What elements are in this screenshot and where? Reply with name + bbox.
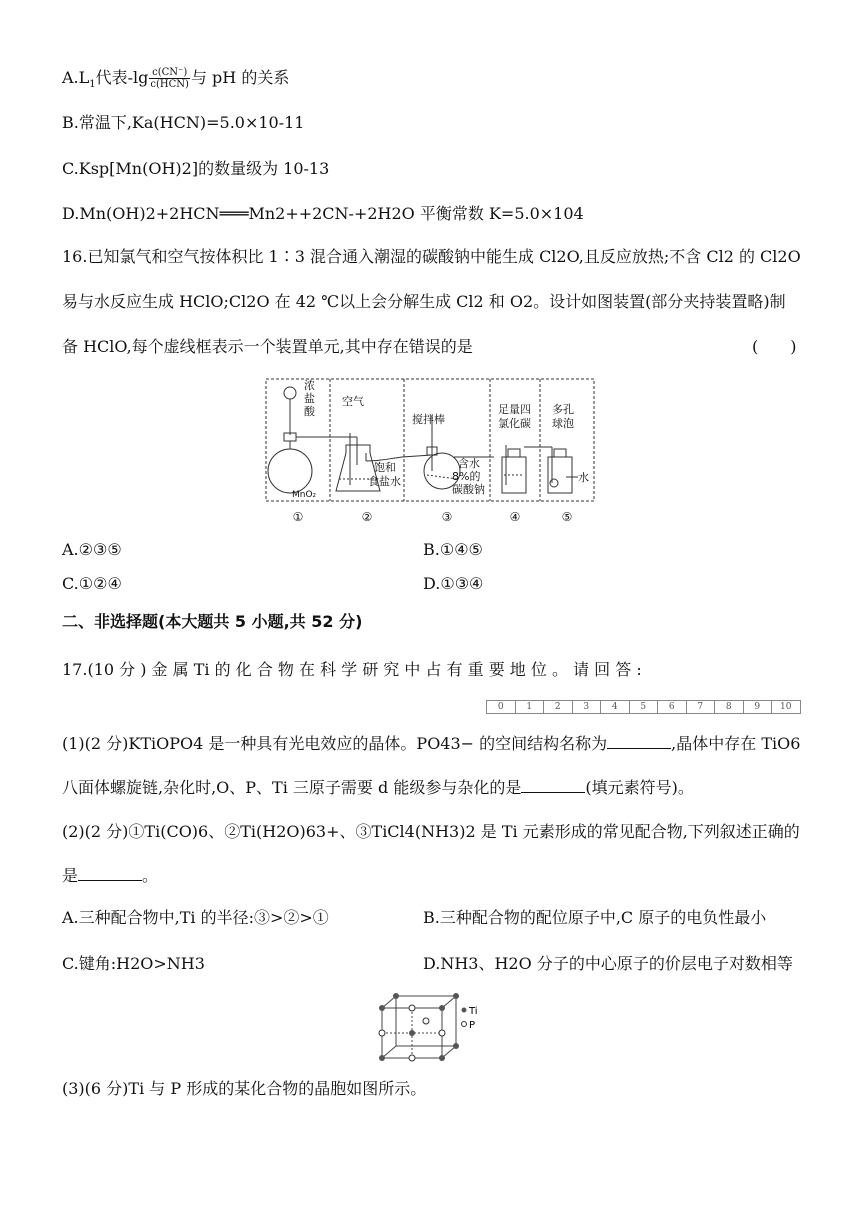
q16-text-3: 备 HClO,每个虚线框表示一个装置单元,其中存在错误的是: [62, 337, 473, 356]
unit-5: ⑤: [561, 510, 573, 524]
label-water: 水: [578, 471, 589, 484]
section-heading: 二、非选择题(本大题共 5 小题,共 52 分): [62, 612, 363, 631]
label-ccl4: 足量四氯化碳: [498, 403, 531, 430]
q17-intro: 17.(10 分 ) 金 属 Ti 的 化 合 物 在 科 学 研 究 中 占 有 重 要 地 位 。 请 回 答 :: [62, 660, 642, 679]
q16-option-c: C.①②④: [62, 574, 122, 593]
label-stirrer: 搅拌棒: [412, 413, 445, 426]
q17-part1-line2: 八面体螺旋链,杂化时,O、P、Ti 三原子需要 d 能级参与杂化的是 (填元素符号)。: [62, 778, 694, 797]
answer-paren: ( ): [752, 337, 797, 356]
label-conc-hcl: 浓盐酸: [304, 379, 315, 418]
score-ruler: 0 1 2 3 4 5 6 7 8 9 10: [486, 700, 801, 714]
unit-4: ④: [509, 510, 521, 524]
fraction: $\frac{c(CN^-)}{\text{c(HCN)}}$: [150, 67, 189, 90]
unit-2: ②: [361, 510, 373, 524]
crystal-cell-figure: [376, 992, 486, 1062]
label-bubbler: 多孔球泡: [552, 403, 574, 430]
q15-option-d: D.Mn(OH)2+2HCN═══Mn2++2CN-+2H2O 平衡常数 K=5.0×104: [62, 204, 584, 223]
legend-ti: Ti: [469, 1006, 478, 1017]
q15-option-b: B.常温下,Ka(HCN)=5.0×10-11: [62, 113, 305, 132]
label-sodium-carbonate: 含水 8%的碳酸钠: [452, 457, 485, 496]
q17-part3: (3)(6 分)Ti 与 P 形成的某化合物的晶胞如图所示。: [62, 1079, 427, 1098]
label-mno2: MnO₂: [292, 490, 317, 500]
answer-blank[interactable]: [607, 732, 671, 749]
q17-option-b: B.三种配合物的配位原子中,C 原子的电负性最小: [423, 908, 767, 927]
q15-option-c: C.Ksp[Mn(OH)2]的数量级为 10-13: [62, 159, 330, 178]
q15-option-a: $A.L_1$代表-lg $\frac{c(CN^-)}{\text{c(HCN)}}$ 与 pH 的关系: [62, 67, 290, 91]
q17-part2-line1: (2)(2 分)①Ti(CO)6、②Ti(H2O)63+、③TiCl4(NH3)2 是 Ti 元素形成的常见配合物,下列叙述正确的: [62, 822, 800, 841]
q17-part1-line1: (1)(2 分)KTiOPO4 是一种具有光电效应的晶体。PO43− 的空间结构名称为 ,晶体中存在 TiO6: [62, 734, 801, 753]
q16-text-1: 16.已知氯气和空气按体积比 1∶3 混合通入潮湿的碳酸钠中能生成 Cl2O,且反应放热;不含 Cl2 的 Cl2O: [62, 247, 801, 266]
q17-option-a: A.三种配合物中,Ti 的半径:③>②>①: [62, 908, 329, 927]
answer-blank[interactable]: [521, 776, 585, 793]
answer-blank[interactable]: [78, 864, 142, 881]
q17-option-d: D.NH3、H2O 分子的中心原子的价层电子对数相等: [423, 954, 793, 973]
label-brine: 饱和食盐水: [368, 461, 401, 488]
label-air: 空气: [342, 395, 364, 408]
q16-option-d: D.①③④: [423, 574, 484, 593]
unit-1: ①: [292, 510, 304, 524]
q16-option-a: A.②③⑤: [62, 540, 122, 559]
unit-3: ③: [441, 510, 453, 524]
legend-p: P: [469, 1020, 476, 1031]
apparatus-figure: [262, 375, 598, 525]
q16-text-2: 易与水反应生成 HClO;Cl2O 在 42 ℃以上会分解生成 Cl2 和 O2。设计如图装置(部分夹持装置略)制: [62, 292, 786, 311]
q17-option-c: C.键角:H2O>NH3: [62, 954, 205, 973]
q16-option-b: B.①④⑤: [423, 540, 483, 559]
q17-part2-line2: 是 。: [62, 866, 159, 885]
